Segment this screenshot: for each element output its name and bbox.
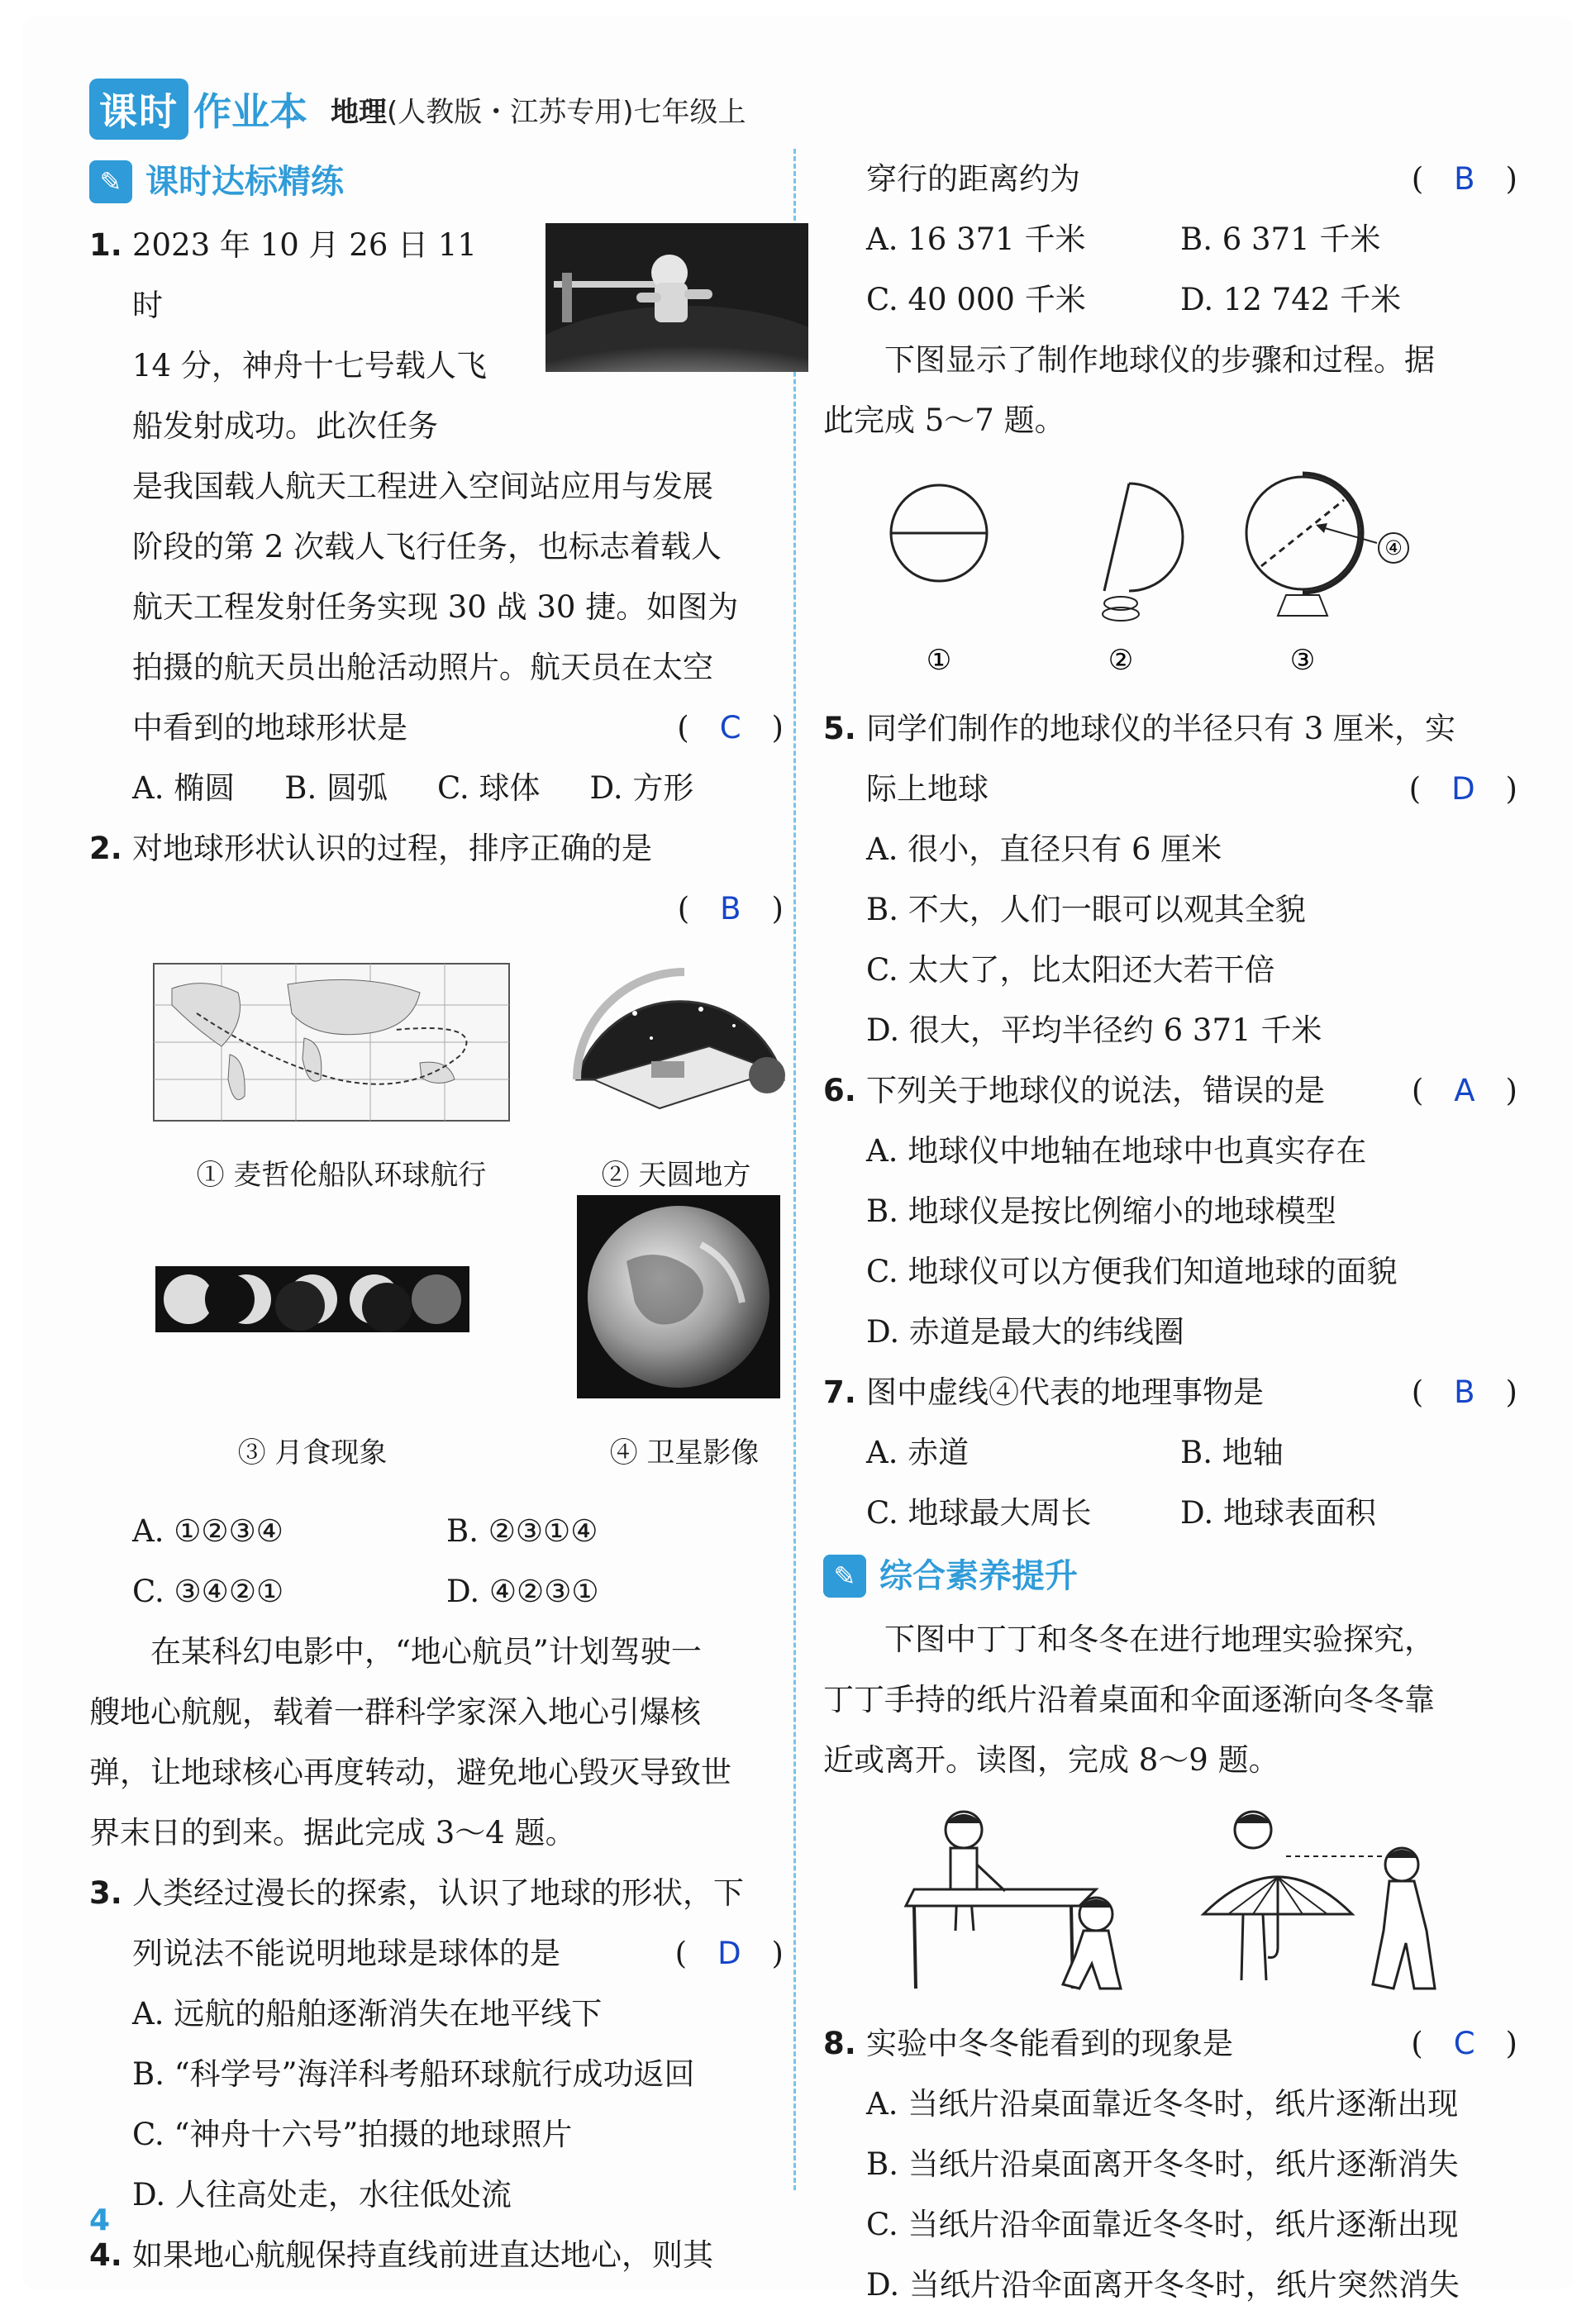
passage-line: 丁丁手持的纸片沿着桌面和伞面逐渐向冬冬靠 bbox=[823, 1682, 1435, 1717]
brand-logo-box: 课时 bbox=[89, 79, 188, 140]
answer-bracket: ( B ) bbox=[1411, 161, 1517, 197]
q4-line: 穿行的距离约为 bbox=[866, 161, 1080, 197]
passage-line: 界末日的到来。据此完成 3～4 题。 bbox=[89, 1815, 576, 1851]
option-b[interactable]: B. 地球仪是按比例缩小的地球模型 bbox=[866, 1193, 1336, 1229]
globe-label-3: ③ bbox=[1289, 644, 1316, 677]
option-b[interactable]: B. 6 371 千米 bbox=[1180, 221, 1381, 257]
globe-label-4: ④ bbox=[1384, 536, 1403, 560]
passage-line: 艘地心航舰，载着一群科学家深入地心引爆核 bbox=[89, 1694, 701, 1730]
question-number: 7. bbox=[823, 1374, 856, 1410]
question-6 bbox=[823, 1060, 1517, 1121]
option-b[interactable]: B. “科学号”海洋科考船环球航行成功返回 bbox=[132, 2056, 695, 2092]
option-c[interactable]: C. 太大了，比太阳还大若干倍 bbox=[866, 952, 1275, 988]
q1-options bbox=[89, 758, 784, 818]
left-column bbox=[89, 149, 784, 2285]
q1-line: 中看到的地球形状是 bbox=[132, 710, 407, 745]
right-column bbox=[823, 149, 1517, 2315]
option-d[interactable]: D. 当纸片沿伞面离开冬冬时，纸片突然消失 bbox=[866, 2267, 1460, 2303]
option-a[interactable]: A. 赤道 bbox=[866, 1435, 970, 1470]
figure-caption-1: ① 麦哲伦船队环球航行 bbox=[196, 1159, 487, 1192]
satellite-earth-image bbox=[577, 1195, 780, 1398]
q1-line: 拍摄的航天员出舱活动照片。航天员在太空 bbox=[132, 650, 713, 685]
q8-stem: 实验中冬冬能看到的现象是 bbox=[866, 2026, 1233, 2061]
passage-8-9 bbox=[823, 1609, 1517, 1790]
q1-line: 14 分，神舟十七号载人飞 bbox=[132, 348, 487, 383]
q1-line: 2023 年 10 月 26 日 11 时 bbox=[132, 227, 477, 323]
question-5 bbox=[823, 698, 1517, 819]
question-number: 5. bbox=[823, 711, 856, 746]
q1-line: 阶段的第 2 次载人飞行任务，也标志着载人 bbox=[132, 529, 722, 564]
table-experiment-illustration bbox=[898, 1798, 1146, 2005]
question-3 bbox=[89, 1863, 784, 1984]
answer-bracket: ( D ) bbox=[674, 1936, 784, 1971]
section-title-practice bbox=[89, 149, 784, 215]
option-d[interactable]: D. 人往高处走，水往低处流 bbox=[132, 2177, 512, 2213]
experiment-figure bbox=[823, 1790, 1517, 2013]
answer-mark: B bbox=[1454, 1374, 1475, 1410]
brand-logo-text: 作业本 bbox=[193, 89, 307, 134]
option-a[interactable]: A. 很小，直径只有 6 厘米 bbox=[866, 831, 1222, 867]
option-c[interactable]: C. “神舟十六号”拍摄的地球照片 bbox=[132, 2117, 573, 2152]
globe-steps-diagram bbox=[856, 450, 1484, 690]
page-number: 4 bbox=[89, 2203, 111, 2237]
q3-line: 列说法不能说明地球是球体的是 bbox=[132, 1936, 560, 1971]
answer-bracket: ( B ) bbox=[677, 891, 784, 926]
q1-line: 航天工程发射任务实现 30 战 30 捷。如图为 bbox=[132, 589, 739, 625]
question-number: 8. bbox=[823, 2026, 856, 2061]
option-a[interactable]: A. 椭圆 bbox=[132, 770, 236, 806]
option-a[interactable]: A. ①②③④ bbox=[132, 1513, 283, 1549]
passage-line: 在某科幻电影中，“地心航员”计划驾驶一 bbox=[150, 1634, 702, 1670]
option-d[interactable]: D. 地球表面积 bbox=[1180, 1495, 1376, 1531]
question-number: 3. bbox=[89, 1875, 122, 1911]
question-number: 6. bbox=[823, 1073, 856, 1108]
option-c[interactable]: C. 当纸片沿伞面靠近冬冬时，纸片逐渐出现 bbox=[866, 2207, 1459, 2242]
answer-mark: A bbox=[1454, 1073, 1475, 1108]
world-map-voyage bbox=[147, 955, 519, 1137]
lunar-eclipse-sequence bbox=[155, 1266, 469, 1332]
passage-line: 弹，让地球核心再度转动，避免地心毁灭导致世 bbox=[89, 1755, 731, 1790]
q5-line: 际上地球 bbox=[866, 771, 989, 807]
option-d[interactable]: D. 方形 bbox=[589, 770, 694, 806]
globe-label-2: ② bbox=[1108, 644, 1134, 677]
answer-mark: C bbox=[719, 710, 741, 745]
edition-label: (人教版・江苏专用)七年级上 bbox=[387, 95, 746, 129]
option-a[interactable]: A. 远航的船舶逐渐消失在地平线下 bbox=[132, 1996, 603, 2032]
globe-making-figure bbox=[823, 450, 1517, 698]
answer-bracket: ( C ) bbox=[1411, 2026, 1517, 2061]
option-b[interactable]: B. 地轴 bbox=[1180, 1435, 1284, 1470]
answer-bracket: ( B ) bbox=[1411, 1374, 1517, 1410]
q7-stem: 图中虚线④代表的地理事物是 bbox=[866, 1374, 1264, 1410]
option-d[interactable]: D. 很大，平均半径约 6 371 千米 bbox=[866, 1012, 1322, 1048]
q2-figure bbox=[89, 939, 784, 1501]
q1-line: 船发射成功。此次任务 bbox=[132, 408, 438, 444]
answer-mark: D bbox=[1451, 771, 1475, 807]
subject-title bbox=[331, 89, 746, 130]
option-d[interactable]: D. 12 742 千米 bbox=[1180, 282, 1402, 317]
figure-caption-3: ③ 月食现象 bbox=[237, 1436, 388, 1470]
answer-bracket: ( A ) bbox=[1411, 1073, 1517, 1108]
answer-mark: B bbox=[1454, 161, 1475, 197]
passage-line: 下图中丁丁和冬冬在进行地理实验探究， bbox=[884, 1622, 1435, 1657]
option-c[interactable]: C. 地球仪可以方便我们知道地球的面貌 bbox=[866, 1254, 1398, 1289]
q2-stem: 对地球形状认识的过程，排序正确的是 bbox=[132, 831, 652, 866]
passage-line: 此完成 5～7 题。 bbox=[823, 403, 1065, 438]
section-title-improve bbox=[823, 1543, 1517, 1609]
question-7 bbox=[823, 1362, 1517, 1422]
pencil-icon: ✎ bbox=[823, 1555, 866, 1598]
q5-line: 同学们制作的地球仪的半径只有 3 厘米，实 bbox=[866, 711, 1456, 746]
q4-options bbox=[823, 209, 1517, 330]
q2-options bbox=[89, 1501, 784, 1622]
question-1 bbox=[89, 215, 784, 758]
heaven-round-earth-square-illustration bbox=[560, 947, 792, 1112]
option-b[interactable]: B. 不大，人们一眼可以观其全貌 bbox=[866, 892, 1306, 927]
passage-line: 近或离开。读图，完成 8～9 题。 bbox=[823, 1742, 1279, 1778]
page-header bbox=[89, 79, 746, 139]
q3-line: 人类经过漫长的探索，认识了地球的形状，下 bbox=[132, 1875, 744, 1911]
question-8 bbox=[823, 2013, 1517, 2074]
q1-line: 是我国载人航天工程进入空间站应用与发展 bbox=[132, 469, 713, 504]
option-a[interactable]: A. 当纸片沿桌面靠近冬冬时，纸片逐渐出现 bbox=[866, 2086, 1459, 2122]
q6-stem: 下列关于地球仪的说法，错误的是 bbox=[866, 1073, 1325, 1108]
option-a[interactable]: A. 地球仪中地轴在地球中也真实存在 bbox=[866, 1133, 1367, 1169]
answer-mark: B bbox=[720, 891, 741, 926]
umbrella-experiment-illustration bbox=[1195, 1798, 1468, 2005]
section-title-text: 课时达标精练 bbox=[145, 162, 344, 201]
option-d[interactable]: D. 赤道是最大的纬线圈 bbox=[866, 1314, 1184, 1350]
globe-label-1: ① bbox=[926, 644, 952, 677]
option-b[interactable]: B. 当纸片沿桌面离开冬冬时，纸片逐渐消失 bbox=[866, 2146, 1459, 2182]
question-2 bbox=[89, 818, 784, 939]
figure-caption-2: ② 天圆地方 bbox=[601, 1159, 751, 1192]
answer-bracket: ( D ) bbox=[1408, 771, 1517, 807]
q7-options bbox=[823, 1422, 1517, 1543]
passage-5-7 bbox=[823, 330, 1517, 450]
question-number: 2. bbox=[89, 831, 122, 866]
answer-mark: D bbox=[717, 1936, 741, 1971]
option-c[interactable]: C. 地球最大周长 bbox=[866, 1495, 1092, 1531]
q4-line: 如果地心航舰保持直线前进直达地心，则其 bbox=[132, 2237, 713, 2273]
option-b[interactable]: B. 圆弧 bbox=[284, 770, 388, 806]
option-a[interactable]: A. 16 371 千米 bbox=[866, 221, 1086, 257]
passage-3-4 bbox=[89, 1622, 784, 1863]
question-number: 4. bbox=[89, 2237, 122, 2273]
option-c[interactable]: C. ③④②① bbox=[132, 1574, 284, 1609]
option-b[interactable]: B. ②③①④ bbox=[446, 1513, 598, 1549]
option-d[interactable]: D. ④②③① bbox=[446, 1574, 599, 1609]
option-c[interactable]: C. 40 000 千米 bbox=[866, 282, 1086, 317]
section-title-text: 综合素养提升 bbox=[879, 1556, 1078, 1595]
passage-line: 下图显示了制作地球仪的步骤和过程。据 bbox=[884, 342, 1435, 378]
subject-name: 地理 bbox=[331, 95, 387, 129]
option-c[interactable]: C. 球体 bbox=[436, 770, 541, 806]
question-number: 1. bbox=[89, 227, 122, 263]
pencil-icon: ✎ bbox=[89, 160, 132, 203]
astronaut-photo bbox=[545, 223, 808, 372]
question-4 bbox=[89, 2225, 784, 2285]
column-divider bbox=[793, 149, 796, 2190]
answer-bracket: ( C ) bbox=[677, 710, 784, 745]
figure-caption-4: ④ 卫星影像 bbox=[609, 1436, 760, 1470]
answer-mark: C bbox=[1453, 2026, 1475, 2061]
